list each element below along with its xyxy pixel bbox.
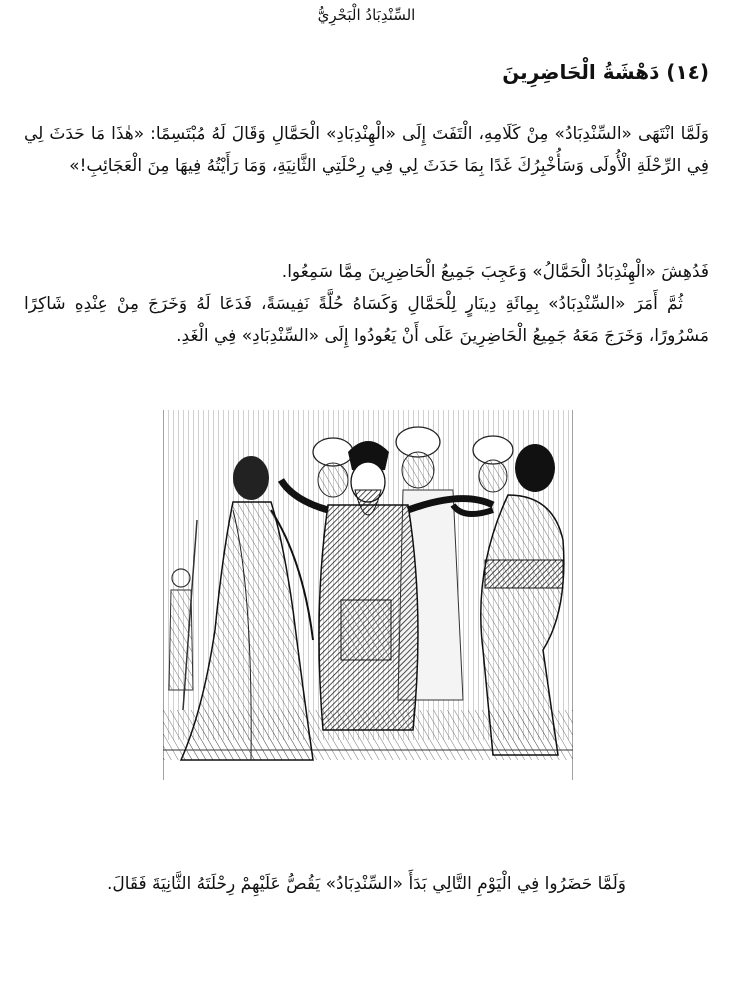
running-head: السِّنْدِبَادُ الْبَحْرِيُّ (317, 6, 416, 24)
paragraph: وَلَمَّا انْتَهَى «السِّنْدِبَادُ» مِنْ كَلَامِهِ، الْتَفَتَ إِلَى «الْهِنْدِبَادِ» الْحَمَّالِ وَقَالَ لَهُ مُبْتَسِمًا: «هٰذَا مَا حَدَثَ لِي فِي الرِّحْلَةِ الْأُولَى وَسَأُخْبِرُكَ غَدًا بِمَا حَدَثَ لِي فِي رِحْلَتِي الثَّانِيَةِ، وَمَا رَأَيْتُهُ فِيهَا مِنَ الْعَجَائِبِ!» (24, 124, 709, 176)
paragraph: فَدُهِشَ «الْهِنْدِبَادُ الْحَمَّالُ» وَعَجِبَ جَمِيعُ الْحَاضِرِينَ مِمَّا سَمِعُوا. (281, 262, 709, 282)
paragraph: ثُمَّ أَمَرَ «السِّنْدِبَادُ» بِمِائَةِ دِينَارٍ لِلْحَمَّالِ وَكَسَاهُ حُلَّةً نَفِيسَةً، فَدَعَا لَهُ وَخَرَجَ مِنْ عِنْدِهِ شَاكِرًا مَسْرُورًا، وَخَرَجَ مَعَهُ جَمِيعُ الْحَاضِرِينَ عَلَى أَنْ يَعُودُوا إِلَى «السِّنْدِبَادِ» فِي الْغَدِ. (24, 294, 709, 346)
chapter-title: (١٤) دَهْشَةُ الْحَاضِرِينَ (502, 60, 709, 84)
engraving-illustration (163, 410, 573, 780)
paragraph: وَلَمَّا حَضَرُوا فِي الْيَوْمِ التَّالِي بَدَأَ «السِّنْدِبَادُ» يَقُصُّ عَلَيْهِمْ رِحْلَتَهُ الثَّانِيَةَ فَقَالَ. (106, 874, 627, 894)
